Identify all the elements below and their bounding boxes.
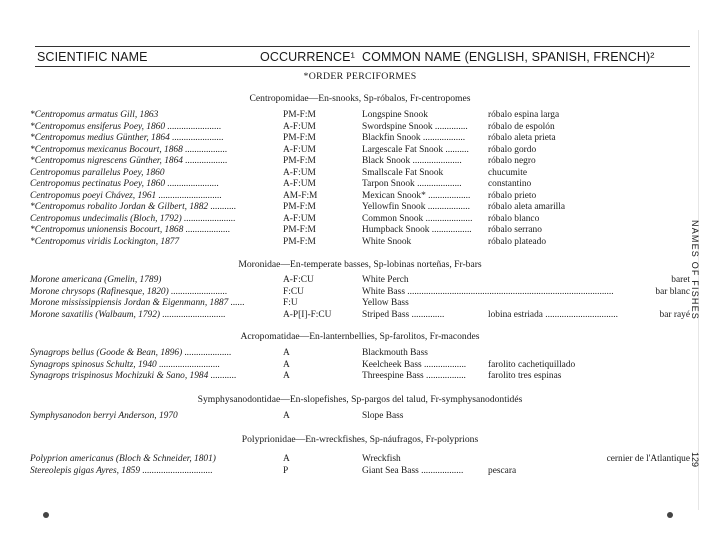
species-row bbox=[30, 453, 690, 465]
spanish-name: róbalo plateado bbox=[488, 236, 547, 247]
english-name: Yellow Bass bbox=[362, 298, 409, 308]
spanish-name: róbalo serrano bbox=[488, 225, 542, 235]
occurrence-code: A-F:UM bbox=[283, 179, 316, 189]
scientific-name: Synagrops spinosus Schultz, 1940 .......................... bbox=[30, 359, 221, 370]
species-row bbox=[30, 190, 690, 202]
french-name: bar rayé bbox=[659, 309, 690, 320]
family-title: Centropomidae—En-snooks, Sp-róbalos, Fr-centropomes bbox=[249, 93, 471, 104]
english-name: Yellowfin Snook .................. bbox=[362, 202, 470, 212]
species-row bbox=[30, 213, 690, 225]
scientific-name: *Centropomus unionensis Bocourt, 1868 ................... bbox=[30, 225, 231, 235]
scientific-name: *Centropomus mexicanus Bocourt, 1868 .................. bbox=[30, 144, 228, 155]
occurrence-code: A bbox=[283, 371, 290, 381]
species-row bbox=[30, 347, 690, 359]
spanish-name: róbalo de espolón bbox=[488, 121, 555, 132]
english-name: Smallscale Fat Snook bbox=[362, 167, 444, 178]
species-row bbox=[30, 286, 690, 298]
occurrence-code: A bbox=[283, 359, 290, 370]
header-occurrence: OCCURRENCE¹ bbox=[260, 50, 355, 64]
scientific-name: Centropomus pectinatus Poey, 1860 ...................... bbox=[30, 179, 219, 189]
species-row bbox=[30, 167, 690, 179]
english-name: Swordspine Snook .............. bbox=[362, 121, 468, 132]
species-row bbox=[30, 410, 690, 422]
spanish-name: farolito tres espinas bbox=[488, 371, 562, 381]
occurrence-code: PM-F:M bbox=[283, 236, 316, 247]
english-name: Mexican Snook* .................. bbox=[362, 190, 471, 201]
bottom-left-dot bbox=[43, 512, 49, 518]
english-name: Common Snook .................... bbox=[362, 213, 473, 224]
scientific-name: Morone saxatilis (Walbaum, 1792) ........................... bbox=[30, 309, 226, 320]
english-name: Threespine Bass ................. bbox=[362, 371, 466, 381]
occurrence-code: P bbox=[283, 465, 289, 476]
occurrence-code: A-P[I]-F:CU bbox=[283, 309, 332, 320]
french-name: bar blanc bbox=[655, 286, 690, 297]
scientific-name: Centropomus poeyi Chávez, 1961 ........................... bbox=[30, 190, 222, 201]
occurrence-code: A-F:UM bbox=[283, 167, 316, 178]
scientific-name: Centropomus parallelus Poey, 1860 bbox=[30, 167, 165, 178]
family-title: Symphysanodontidae—En-slopefishes, Sp-pargos del talud, Fr-symphysanodontidés bbox=[197, 394, 523, 405]
scientific-name: Morone mississippiensis Jordan & Eigenmann, 1887 ...... bbox=[30, 298, 245, 308]
order-title: *ORDER PERCIFORMES bbox=[303, 71, 417, 82]
occurrence-code: A-F:CU bbox=[283, 275, 314, 285]
english-name: Black Snook ..................... bbox=[362, 156, 462, 166]
english-name: Humpback Snook ................. bbox=[362, 225, 472, 235]
english-name: Slope Bass bbox=[362, 411, 404, 421]
occurrence-code: PM-F:M bbox=[283, 225, 316, 235]
family-title: Polyprionidae—En-wreckfishes, Sp-náufragos, Fr-polyprions bbox=[241, 434, 479, 445]
species-row bbox=[30, 155, 690, 167]
occurrence-code: PM-F:M bbox=[283, 202, 316, 212]
spanish-name: róbalo blanco bbox=[488, 213, 540, 224]
scientific-name: *Centropomus viridis Lockington, 1877 bbox=[30, 236, 180, 247]
english-name: Tarpon Snook ................... bbox=[362, 179, 462, 189]
species-row bbox=[30, 178, 690, 190]
spanish-name: róbalo negro bbox=[488, 156, 536, 166]
scientific-name: Centropomus undecimalis (Bloch, 1792) ...................... bbox=[30, 213, 236, 224]
header-top-rule bbox=[35, 46, 690, 47]
scientific-name: *Centropomus medius Günther, 1864 ...................... bbox=[30, 133, 224, 143]
species-row bbox=[30, 370, 690, 382]
spanish-name: róbalo espina larga bbox=[488, 110, 560, 120]
occurrence-code: F:CU bbox=[283, 286, 304, 297]
species-row bbox=[30, 359, 690, 371]
scientific-name: *Centropomus nigrescens Günther, 1864 .................. bbox=[30, 156, 228, 166]
species-row bbox=[30, 121, 690, 133]
english-name: White Snook bbox=[362, 236, 412, 247]
species-row bbox=[30, 274, 690, 286]
occurrence-code: PM-F:M bbox=[283, 156, 316, 166]
spanish-name: róbalo aleta prieta bbox=[488, 133, 556, 143]
occurrence-code: AM-F:M bbox=[283, 190, 318, 201]
spanish-name: chucumite bbox=[488, 167, 528, 178]
species-row bbox=[30, 144, 690, 156]
english-name: Blackmouth Bass bbox=[362, 348, 428, 358]
species-row bbox=[30, 109, 690, 121]
header-scientific-name: SCIENTIFIC NAME bbox=[37, 50, 148, 64]
species-row bbox=[30, 201, 690, 213]
species-row bbox=[30, 132, 690, 144]
spanish-name: róbalo gordo bbox=[488, 144, 537, 155]
species-row bbox=[30, 236, 690, 248]
spanish-name: róbalo prieto bbox=[488, 190, 537, 201]
species-row bbox=[30, 224, 690, 236]
family-title: Acropomatidae—En-lanternbellies, Sp-farolitos, Fr-macondes bbox=[240, 331, 480, 342]
english-name: Keelcheek Bass .................. bbox=[362, 359, 467, 370]
english-name: Striped Bass .............. bbox=[362, 309, 445, 320]
scientific-name: Synagrops bellus (Goode & Bean, 1896) .................... bbox=[30, 348, 232, 358]
bottom-right-dot bbox=[667, 512, 673, 518]
spanish-name: constantino bbox=[488, 179, 532, 189]
occurrence-code: A bbox=[283, 454, 290, 464]
spanish-name: lobina estriada ............................... bbox=[488, 309, 618, 320]
species-row bbox=[30, 309, 690, 321]
occurrence-code: PM-F:M bbox=[283, 110, 316, 120]
english-name: Longspine Snook bbox=[362, 110, 428, 120]
scientific-name: Morone chrysops (Rafinesque, 1820) ........................ bbox=[30, 286, 228, 297]
scientific-name: *Centropomus robalito Jordan & Gilbert, 1882 ........... bbox=[30, 202, 237, 212]
spanish-name: róbalo aleta amarilla bbox=[488, 202, 566, 212]
occurrence-code: A-F:UM bbox=[283, 213, 316, 224]
occurrence-code: F:U bbox=[283, 298, 298, 308]
spanish-name: pescara bbox=[488, 465, 517, 476]
occurrence-code: A bbox=[283, 411, 290, 421]
species-row bbox=[30, 297, 690, 309]
french-name: cernier de l'Atlantique bbox=[606, 454, 690, 464]
species-row bbox=[30, 465, 690, 477]
scientific-name: Polyprion americanus (Bloch & Schneider, 1801) bbox=[30, 454, 216, 464]
occurrence-code: A bbox=[283, 348, 290, 358]
family-title: Moronidae—En-temperate basses, Sp-lobinas norteñas, Fr-bars bbox=[238, 259, 482, 270]
header-common-name: COMMON NAME (ENGLISH, SPANISH, FRENCH)² bbox=[362, 50, 655, 64]
scientific-name: Synagrops trispinosus Mochizuki & Sano, 1984 ........... bbox=[30, 371, 237, 381]
english-name: Wreckfish bbox=[362, 454, 401, 464]
scientific-name: *Centropomus armatus Gill, 1863 bbox=[30, 110, 159, 120]
running-head: NAMES OF FISHES bbox=[690, 220, 700, 321]
english-name: White Bass ........................................................................................ bbox=[362, 286, 614, 297]
scientific-name: Stereolepis gigas Ayres, 1859 .............................. bbox=[30, 465, 213, 476]
occurrence-code: A-F:UM bbox=[283, 144, 316, 155]
english-name: White Perch bbox=[362, 275, 409, 285]
page-number: 129 bbox=[690, 452, 700, 468]
english-name: Largescale Fat Snook .......... bbox=[362, 144, 469, 155]
english-name: Giant Sea Bass .................. bbox=[362, 465, 464, 476]
occurrence-code: A-F:UM bbox=[283, 121, 316, 132]
french-name: baret bbox=[671, 275, 690, 285]
english-name: Blackfin Snook .................. bbox=[362, 133, 466, 143]
scientific-name: Symphysanodon berryi Anderson, 1970 bbox=[30, 411, 178, 421]
scientific-name: Morone americana (Gmelin, 1789) bbox=[30, 275, 162, 285]
spanish-name: farolito cachetiquillado bbox=[488, 359, 576, 370]
scientific-name: *Centropomus ensiferus Poey, 1860 ....................... bbox=[30, 121, 222, 132]
header-bottom-rule bbox=[35, 66, 690, 67]
occurrence-code: PM-F:M bbox=[283, 133, 316, 143]
